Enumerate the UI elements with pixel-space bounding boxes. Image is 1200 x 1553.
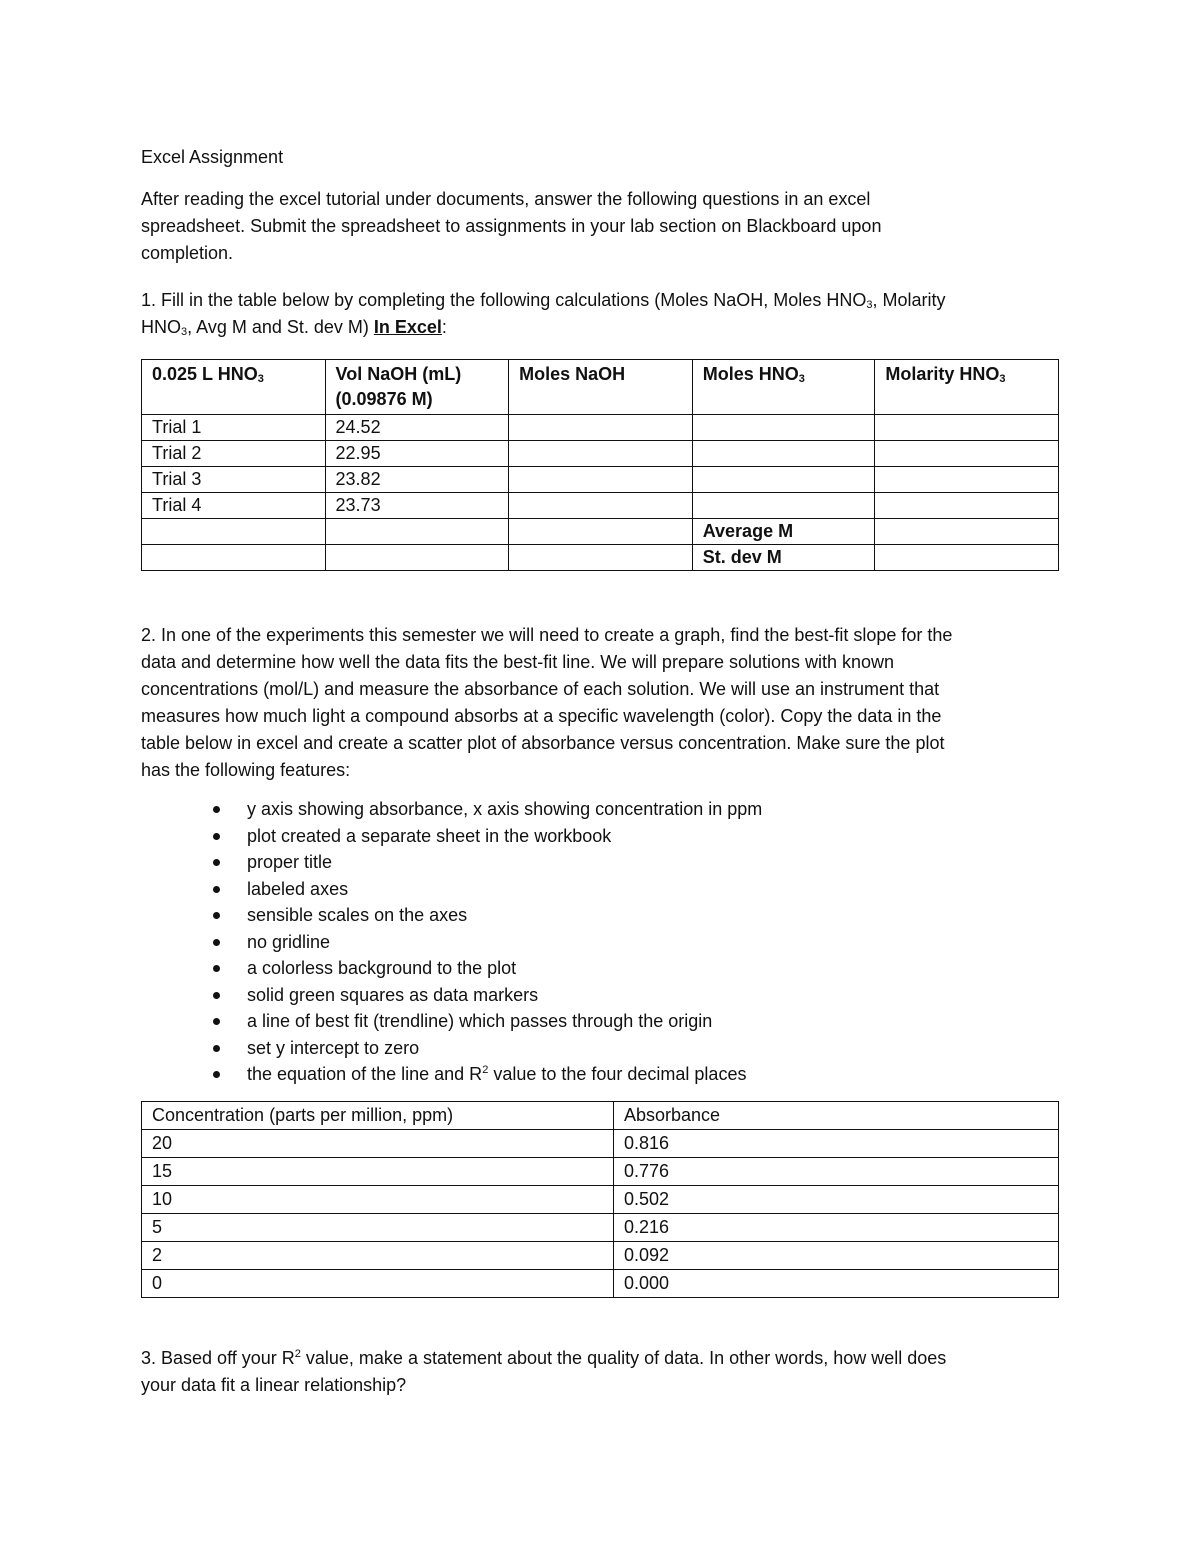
bullet-icon bbox=[213, 965, 220, 972]
question-2 bbox=[141, 622, 1061, 784]
text: 3. Based off your R bbox=[141, 1348, 295, 1368]
subscript: 3 bbox=[798, 373, 805, 385]
table-cell: 0.502 bbox=[614, 1186, 1059, 1214]
text: value, make a statement about the quality of data. In other words, how well does bbox=[300, 1348, 947, 1368]
question-2-line: table below in excel and create a scatter plot of absorbance versus concentration. Make sure the plot bbox=[141, 733, 945, 753]
table-row bbox=[142, 545, 1059, 571]
list-item-text: a line of best fit (trendline) which passes through the origin bbox=[247, 1011, 713, 1031]
table-cell: 0.816 bbox=[614, 1130, 1059, 1158]
header-cell: Absorbance bbox=[614, 1102, 1059, 1130]
titration-table bbox=[141, 359, 1059, 571]
list-item-text: plot created a separate sheet in the workbook bbox=[247, 825, 612, 846]
table-cell bbox=[509, 467, 693, 493]
list-item-text: no gridline bbox=[247, 931, 331, 952]
table-row bbox=[142, 467, 1059, 493]
table-header-row bbox=[142, 360, 1059, 415]
subscript: 3 bbox=[866, 299, 873, 311]
table-cell bbox=[509, 545, 693, 571]
table-cell: 24.52 bbox=[325, 415, 509, 441]
table-row bbox=[142, 415, 1059, 441]
list-item-text: y axis showing absorbance, x axis showing concentration in ppm bbox=[247, 799, 763, 819]
list-item-text: sensible scales on the axes bbox=[247, 905, 468, 925]
header-text: Moles NaOH bbox=[519, 364, 626, 384]
table-cell: 10 bbox=[142, 1186, 614, 1214]
question-1-line-1 bbox=[141, 287, 1061, 314]
bullet-icon bbox=[213, 833, 220, 840]
question-3-line-2: your data fit a linear relationship? bbox=[141, 1375, 407, 1395]
header-text: Vol NaOH (mL) bbox=[335, 364, 462, 384]
superscript: 2 bbox=[294, 1348, 301, 1360]
bullet-icon bbox=[213, 1071, 220, 1078]
list-item-text: proper title bbox=[247, 852, 333, 872]
table-cell bbox=[325, 545, 509, 571]
bullet-icon bbox=[213, 859, 220, 866]
question-2-line: data and determine how well the data fits the best-fit line. We will prepare solutions with known bbox=[141, 652, 895, 672]
question-2-line: has the following features: bbox=[141, 760, 351, 780]
header-cell bbox=[325, 360, 509, 415]
stdev-label-cell: St. dev M bbox=[692, 545, 875, 571]
list-item-text: the equation of the line and R bbox=[247, 1064, 483, 1084]
bullet-icon bbox=[213, 1018, 220, 1025]
table-cell: 2 bbox=[142, 1242, 614, 1270]
header-cell bbox=[509, 360, 693, 415]
table-cell bbox=[142, 545, 326, 571]
table-cell bbox=[142, 519, 326, 545]
question-3-line-1 bbox=[141, 1345, 1061, 1372]
table-cell: Trial 4 bbox=[142, 493, 326, 519]
list-item bbox=[141, 823, 1041, 850]
subscript: 3 bbox=[257, 373, 264, 385]
text: , Molarity bbox=[872, 290, 946, 310]
table-cell bbox=[875, 467, 1059, 493]
list-item bbox=[141, 1035, 1041, 1062]
table-row bbox=[142, 493, 1059, 519]
table-cell: 20 bbox=[142, 1130, 614, 1158]
bullet-icon bbox=[213, 1045, 220, 1052]
question-2-line: 2. In one of the experiments this semester we will need to create a graph, find the best-fit slope for the bbox=[141, 625, 953, 645]
table-row bbox=[142, 1158, 1059, 1186]
table-cell: 5 bbox=[142, 1214, 614, 1242]
table-cell bbox=[692, 415, 875, 441]
list-item bbox=[141, 849, 1041, 876]
table-cell: 15 bbox=[142, 1158, 614, 1186]
table-cell bbox=[875, 545, 1059, 571]
table-cell: Trial 1 bbox=[142, 415, 326, 441]
text: , Avg M and St. dev M) bbox=[187, 317, 374, 337]
list-item-text: a colorless background to the plot bbox=[247, 958, 517, 978]
table-row bbox=[142, 1270, 1059, 1298]
intro-line: spreadsheet. Submit the spreadsheet to assignments in your lab section on Blackboard upon bbox=[141, 216, 882, 236]
plot-features-list bbox=[141, 796, 1041, 1088]
table-cell bbox=[692, 493, 875, 519]
header-cell bbox=[692, 360, 875, 415]
table-cell: 0.092 bbox=[614, 1242, 1059, 1270]
document-title: Excel Assignment bbox=[141, 147, 284, 167]
table-cell: 0.000 bbox=[614, 1270, 1059, 1298]
header-cell bbox=[875, 360, 1059, 415]
list-item-text: value to the four decimal places bbox=[488, 1064, 747, 1084]
table-cell bbox=[325, 519, 509, 545]
list-item bbox=[141, 1061, 1041, 1088]
header-text: 0.025 L HNO bbox=[152, 364, 258, 384]
table-cell bbox=[875, 415, 1059, 441]
table-cell: 22.95 bbox=[325, 441, 509, 467]
intro-line: After reading the excel tutorial under documents, answer the following questions in an excel bbox=[141, 189, 871, 209]
bullet-icon bbox=[213, 912, 220, 919]
question-1 bbox=[141, 287, 1061, 341]
bullet-icon bbox=[213, 886, 220, 893]
table-header-row bbox=[142, 1102, 1059, 1130]
list-item bbox=[141, 955, 1041, 982]
text: 1. Fill in the table below by completing the following calculations (Moles NaOH, Moles HNO bbox=[141, 290, 867, 310]
average-label-cell: Average M bbox=[692, 519, 875, 545]
table-cell: 23.73 bbox=[325, 493, 509, 519]
question-2-line: measures how much light a compound absorbs at a specific wavelength (color). Copy the data in the bbox=[141, 706, 942, 726]
question-2-line: concentrations (mol/L) and measure the absorbance of each solution. We will use an instrument that bbox=[141, 679, 940, 699]
list-item bbox=[141, 929, 1041, 956]
subscript: 3 bbox=[999, 373, 1006, 385]
list-item bbox=[141, 902, 1041, 929]
superscript: 2 bbox=[482, 1064, 489, 1076]
list-item bbox=[141, 1008, 1041, 1035]
list-item-text: labeled axes bbox=[247, 878, 349, 899]
question-1-line-2 bbox=[141, 314, 1061, 341]
intro-paragraph bbox=[141, 186, 1061, 267]
text: : bbox=[441, 317, 447, 337]
table-row bbox=[142, 1130, 1059, 1158]
table-cell bbox=[509, 519, 693, 545]
table-cell bbox=[509, 493, 693, 519]
question-3 bbox=[141, 1345, 1061, 1399]
emphasis-text: In Excel bbox=[373, 317, 442, 337]
table-row bbox=[142, 441, 1059, 467]
intro-line: completion. bbox=[141, 243, 234, 263]
header-text: Moles HNO bbox=[702, 364, 799, 384]
list-item-text: set y intercept to zero bbox=[247, 1037, 420, 1058]
table-cell bbox=[692, 467, 875, 493]
table-cell bbox=[875, 519, 1059, 545]
text: HNO bbox=[141, 317, 181, 337]
table-cell bbox=[509, 415, 693, 441]
table-cell: 23.82 bbox=[325, 467, 509, 493]
list-item bbox=[141, 876, 1041, 903]
header-cell bbox=[142, 360, 326, 415]
table-row bbox=[142, 1214, 1059, 1242]
bullet-icon bbox=[213, 806, 220, 813]
list-item bbox=[141, 982, 1041, 1009]
table-cell: Trial 3 bbox=[142, 467, 326, 493]
list-item-text: solid green squares as data markers bbox=[247, 984, 539, 1005]
absorbance-table bbox=[141, 1101, 1059, 1298]
header-cell: Concentration (parts per million, ppm) bbox=[142, 1102, 614, 1130]
subscript: 3 bbox=[181, 326, 188, 338]
list-item bbox=[141, 796, 1041, 823]
header-text: (0.09876 M) bbox=[335, 389, 433, 409]
table-row bbox=[142, 1242, 1059, 1270]
table-cell bbox=[875, 493, 1059, 519]
bullet-icon bbox=[213, 992, 220, 999]
table-cell: 0.776 bbox=[614, 1158, 1059, 1186]
table-cell bbox=[692, 441, 875, 467]
header-text: Molarity HNO bbox=[885, 364, 1000, 384]
bullet-icon bbox=[213, 939, 220, 946]
table-row bbox=[142, 1186, 1059, 1214]
table-cell: 0 bbox=[142, 1270, 614, 1298]
table-cell: Trial 2 bbox=[142, 441, 326, 467]
table-cell: 0.216 bbox=[614, 1214, 1059, 1242]
table-row bbox=[142, 519, 1059, 545]
table-cell bbox=[509, 441, 693, 467]
table-cell bbox=[875, 441, 1059, 467]
